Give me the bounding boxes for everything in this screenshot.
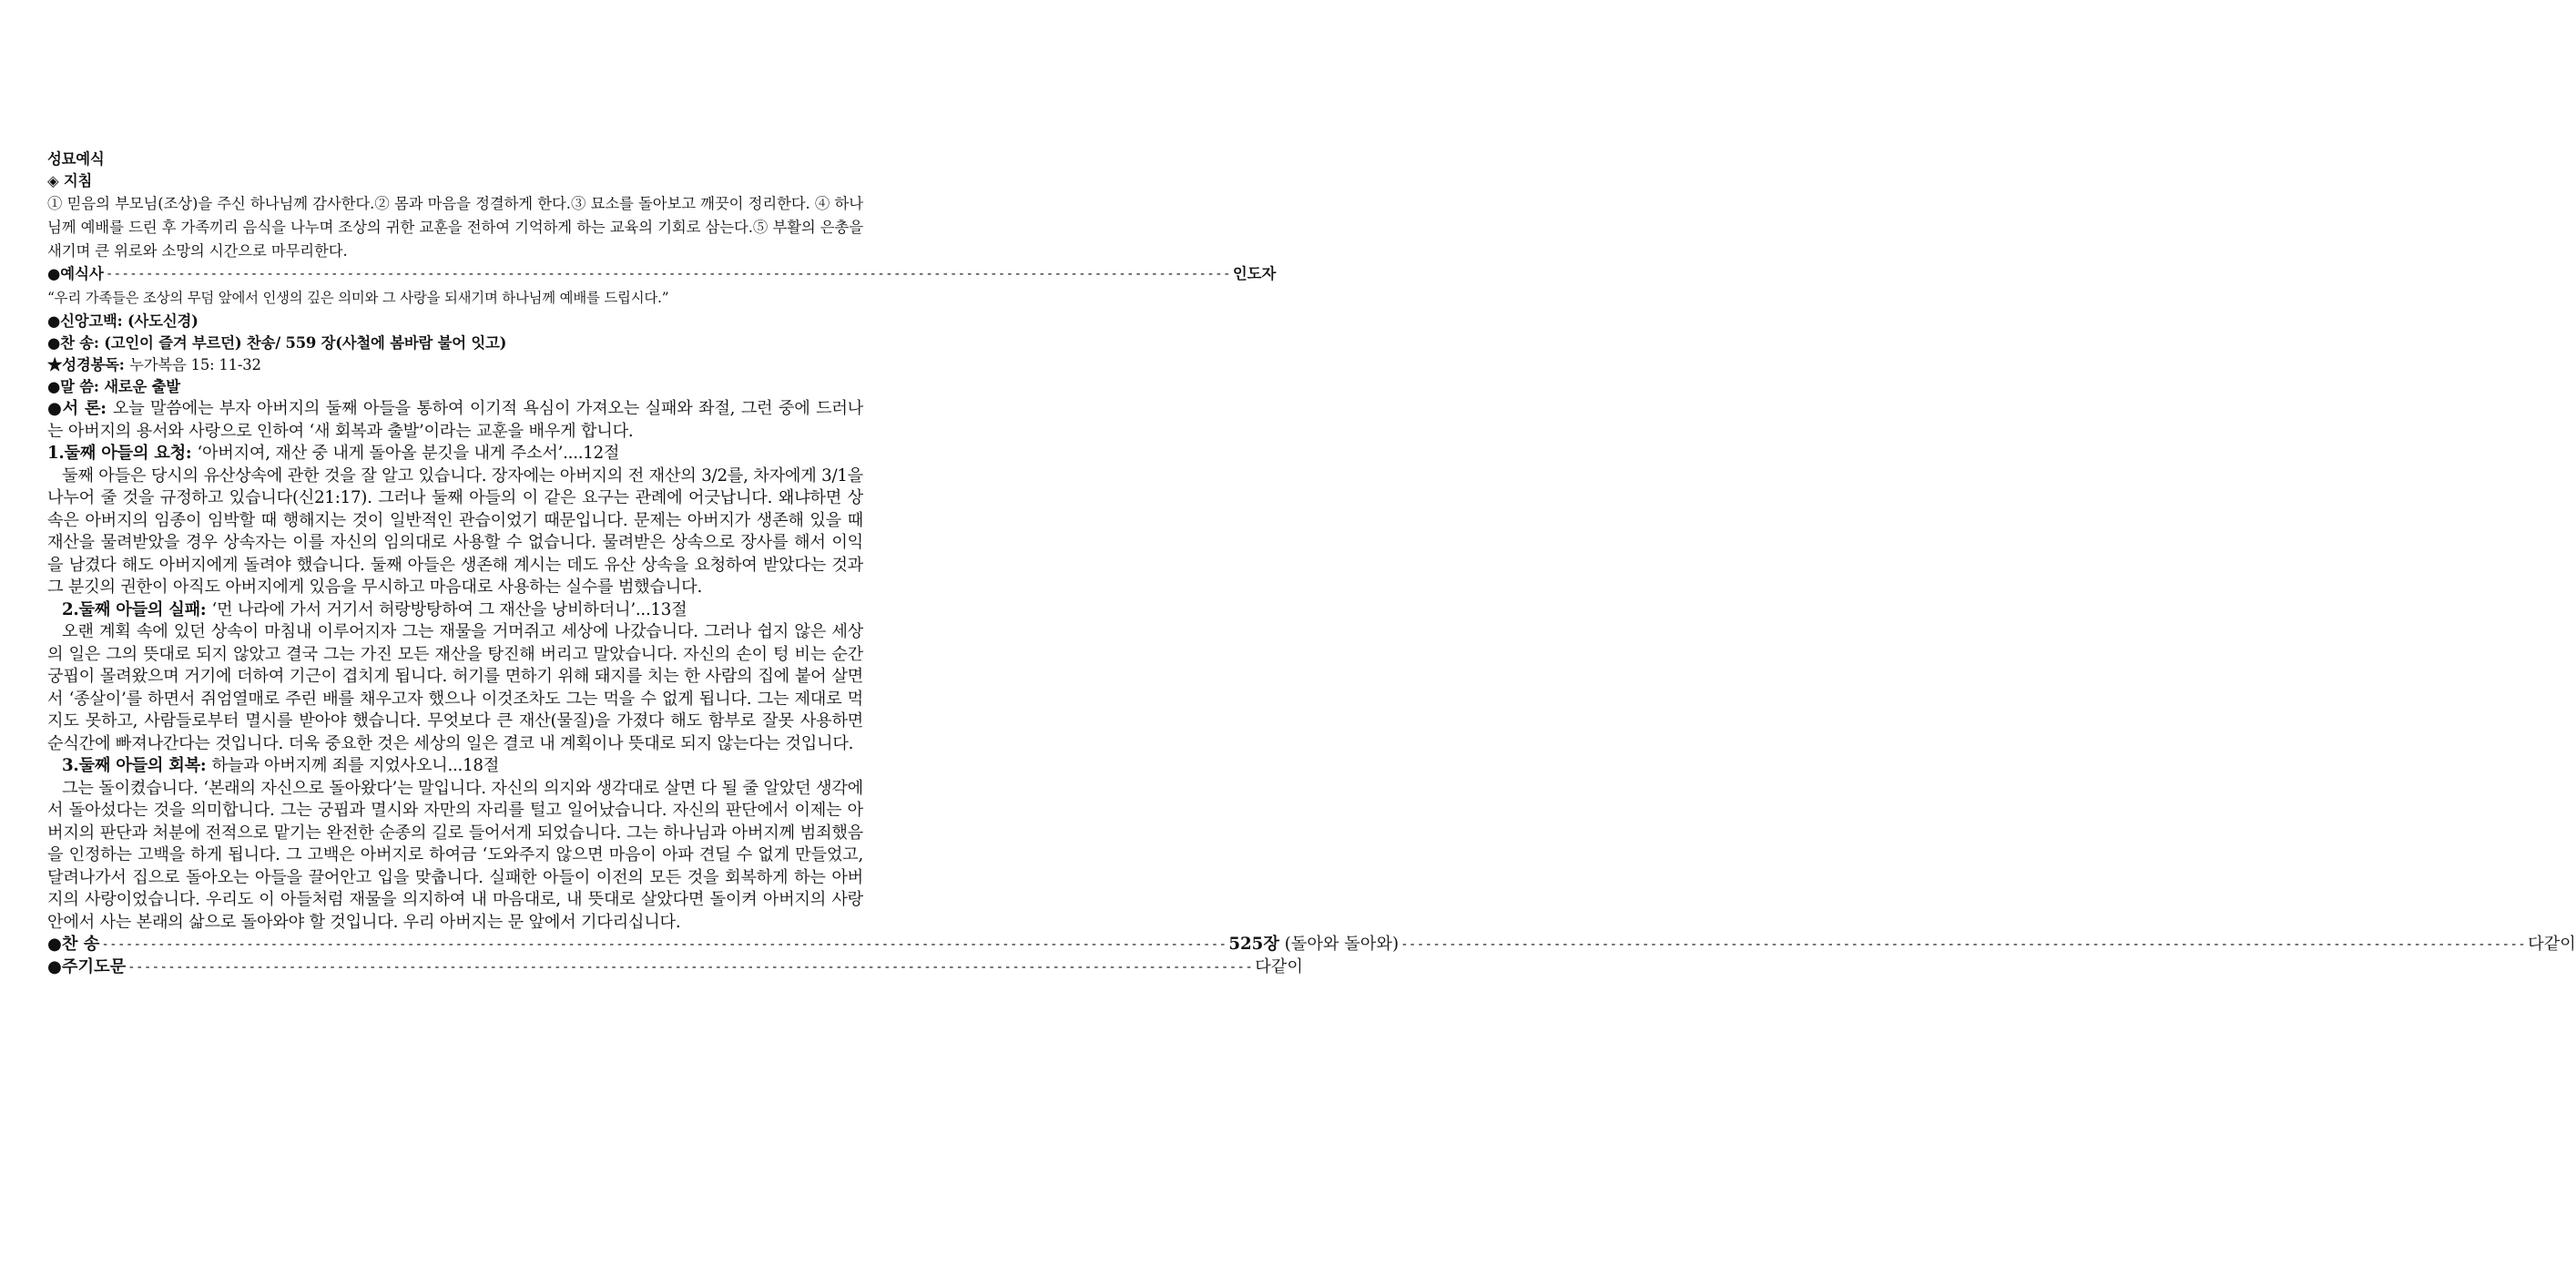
lords-prayer-label: ●주기도문 xyxy=(47,956,127,976)
opening-leader: 인도자 xyxy=(1232,265,1277,282)
opening-label: ●예식사 xyxy=(47,265,104,282)
hymn-2-leader: 다같이 xyxy=(2528,935,2576,954)
intro-label: ●서 론: xyxy=(47,399,113,418)
hymn-2-name: (돌아와 돌아와) xyxy=(1278,935,1400,954)
point-2-quote: ‘먼 나라에 가서 거기서 허랑방탕하여 그 재산을 낭비하더니’...13절 xyxy=(211,599,687,619)
dash-leader: -------------------------------------------------------------------------------------------------------------------------------------------- xyxy=(101,937,1227,952)
dash-leader: -------------------------------------------------------------------------------------------------------------------------------------------- xyxy=(1400,937,2527,952)
point-1-quote: ‘아버지여, 재산 중 내게 돌아올 분깃을 내게 주소서’....12절 xyxy=(197,444,620,463)
point-2-heading-row xyxy=(47,599,863,622)
guide-text: ① 믿음의 부모님(조상)을 주신 하나님께 감사한다.② 몸과 마음을 정결하게 한다.③ 묘소를 돌아보고 깨끗이 정리한다. ④ 하나님께 예배를 드린 후 가족끼리 음식을 나누며 조상의 귀한 교훈을 전하여 기억하게 하는 교육의 기회로 삼는다.⑤ 부활의 은총을 새기며 큰 위로와 소망의 시간으로 마무리한다. xyxy=(47,195,863,260)
hymn-2-label: ●찬 송 xyxy=(47,935,100,954)
lords-prayer-leader: 다같이 xyxy=(1255,956,1303,976)
guide-heading: ◈ 지침 xyxy=(47,172,93,189)
sermon-row xyxy=(47,376,863,398)
hymn-2-title xyxy=(1228,934,1399,956)
sermon-title: 새로운 출발 xyxy=(104,378,180,395)
opening-quote: “우리 가족들은 조상의 무덤 앞에서 인생의 깊은 의미와 그 사랑을 되새기며 하나님께 예배를 드립시다.” xyxy=(47,290,669,306)
sermon-label: ●말 씀: xyxy=(47,378,105,395)
point-3-quote: 하늘과 아버지께 죄를 지었사오니...18절 xyxy=(211,756,500,775)
hymn-1: ●찬 송: (고인이 즐겨 부르던) 찬송/ 559 장(사철에 봄바람 불어 잇고) xyxy=(47,334,507,352)
opening-row xyxy=(47,263,1277,285)
point-3-heading-row xyxy=(47,755,863,778)
document-title: 성묘예식 xyxy=(47,150,105,168)
hymn-2-number: 525장 xyxy=(1228,935,1279,954)
point-1-heading-row xyxy=(47,443,863,465)
intro-paragraph xyxy=(47,398,863,443)
point-2-body: 오랜 계획 속에 있던 상속이 마침내 이루어지자 그는 재물을 거머쥐고 세상에 나갔습니다. 그러나 쉽지 않은 세상의 일은 그의 뜻대로 되지 않았고 결국 그는 가진 모든 재산을 탕진해 버리고 말았습니다. 자신의 손이 텅 비는 순간 궁핍이 몰려왔으며 거기에 더하여 기근이 겹치게 됩니다. 허기를 면하기 위해 돼지를 치는 한 사람의 집에 붙어 살면서 ‘종살이’를 하면서 쥐엄열매로 주린 배를 채우고자 했으나 이것조차도 그는 먹을 수 없게 됩니다. 그는 제대로 먹지도 못하고, 사람들로부터 멸시를 받아야 했습니다. 무엇보다 큰 재산(물질)을 가졌다 해도 함부로 잘못 사용하면 순식간에 빠져나간다는 것입니다. 더욱 중요한 것은 세상의 일은 결코 내 계획이나 뜻대로 되지 않는다는 것입니다. xyxy=(47,622,863,753)
scripture-text: 누가복음 15: 11-32 xyxy=(129,356,261,373)
point-1-heading: 1.둘째 아들의 요청: xyxy=(47,444,198,463)
point-3-heading: 3.둘째 아들의 회복: xyxy=(62,756,212,775)
scripture-row xyxy=(47,354,863,376)
lords-prayer-row xyxy=(47,956,1303,979)
creed: ●신앙고백: (사도신경) xyxy=(47,312,199,330)
intro-text: 오늘 말씀에는 부자 아버지의 둘째 아들을 통하여 이기적 욕심이 가져오는 실패와 좌절, 그런 중에 드러나는 아버지의 용서와 사랑으로 인하여 ‘새 회복과 출발’이라는 교훈을 배우게 합니다. xyxy=(47,399,863,441)
dash-leader: -------------------------------------------------------------------------------------------------------------------------------------------- xyxy=(127,959,1254,975)
point-3-body: 그는 돌이켰습니다. ‘본래의 자신으로 돌아왔다’는 말입니다. 자신의 의지와 생각대로 살면 다 될 줄 알았던 생각에서 돌아섰다는 것을 의미합니다. 그는 궁핍과 멸시와 자만의 자리를 털고 일어났습니다. 자신의 판단에서 이제는 아버지의 판단과 처분에 전적으로 맡기는 완전한 순종의 길로 들어서게 되었습니다. 그는 하나님과 아버지께 범죄했음을 인정하는 고백을 하게 됩니다. 그 고백은 아버지로 하여금 ‘도와주지 않으면 마음이 아파 견딜 수 없게 만들었고, 달려나가서 집으로 돌아오는 아들을 끌어안고 입을 맞춥니다. 실패한 아들이 이전의 모든 것을 회복하게 하는 아버지의 사랑이었습니다. 우리도 이 아들처럼 재물을 의지하여 내 마음대로, 내 뜻대로 살았다면 돌이켜 아버지의 사랑 안에서 사는 본래의 삶으로 돌아와야 할 것입니다. 우리 아버지는 문 앞에서 기다리십니다. xyxy=(47,778,863,932)
hymn-2-row xyxy=(47,934,2576,956)
point-1-body: 둘째 아들은 당시의 유산상속에 관한 것을 잘 알고 있습니다. 장자에는 아버지의 전 재산의 3/2를, 차자에게 3/1을 나누어 줄 것을 규정하고 있습니다(신21:17). 그러나 둘째 아들의 이 같은 요구는 관례에 어긋납니다. 왜냐하면 상속은 아버지의 임종이 임박할 때 행해지는 것이 일반적인 관습이었기 때문입니다. 문제는 아버지가 생존해 있을 때 재산을 물려받았을 경우 상속자는 이를 자신의 임의대로 사용할 수 없습니다. 물려받은 상속으로 장사를 해서 이익을 남겼다 해도 아버지에게 돌려야 했습니다. 둘째 아들은 생존해 계시는 데도 유산 상속을 요청하여 받았다는 것과 그 분깃의 권한이 아직도 아버지에게 있음을 무시하고 마음대로 사용하는 실수를 범했습니다. xyxy=(47,465,863,597)
dash-leader: -------------------------------------------------------------------------------------------------------------------------------------------- xyxy=(105,267,1231,281)
document-page xyxy=(47,148,2576,978)
point-2-heading: 2.둘째 아들의 실패: xyxy=(62,599,212,619)
scripture-label: ★성경봉독: xyxy=(47,356,130,373)
